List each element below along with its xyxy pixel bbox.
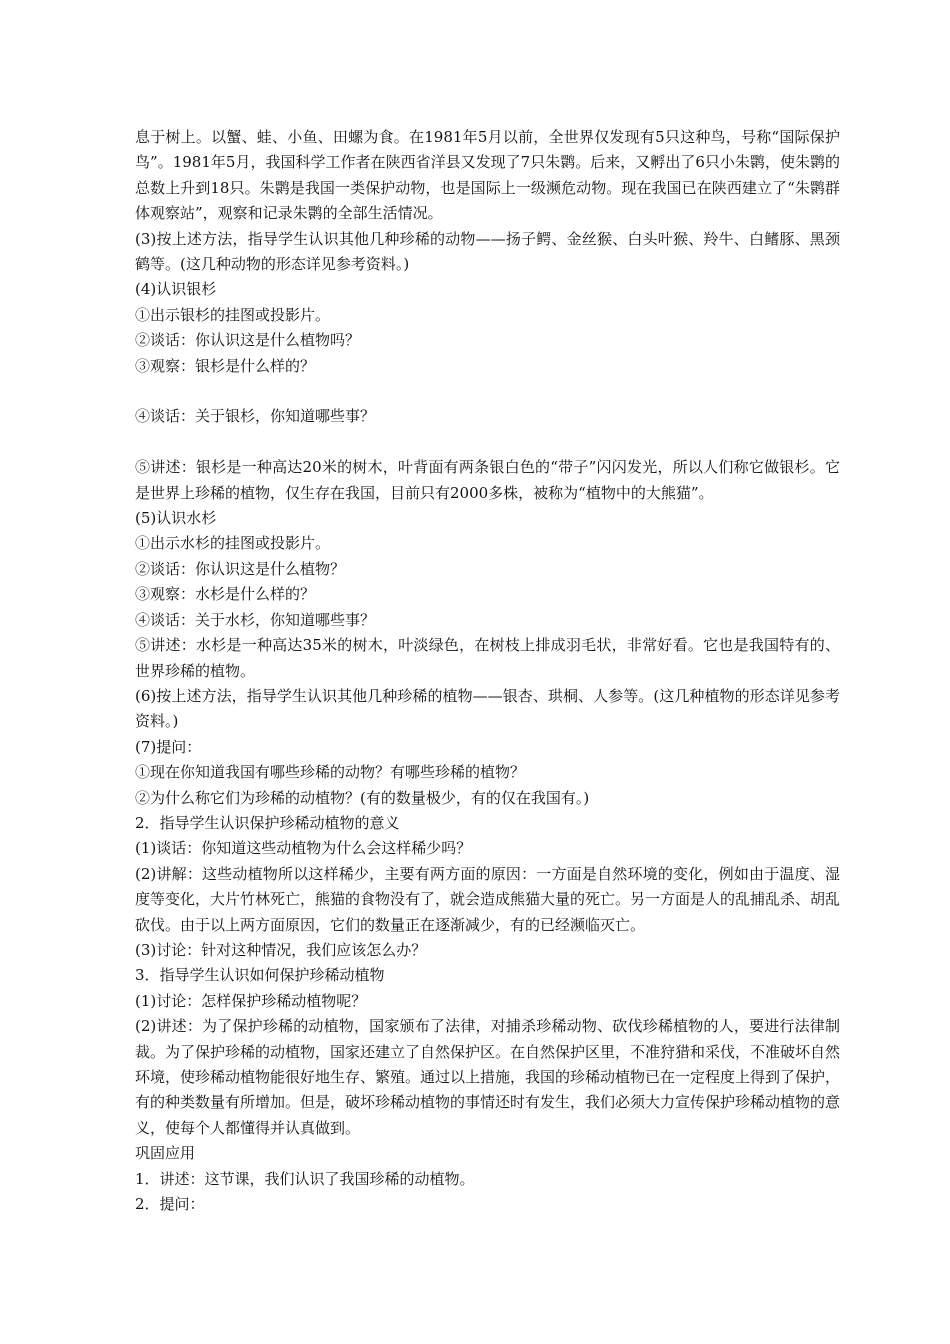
list-item: (3)讨论：针对这种情况，我们应该怎么办？ xyxy=(135,940,427,959)
list-item: ④谈话：关于银杉，你知道哪些事？ xyxy=(135,407,376,426)
paragraph-silver-fir-explanation: ⑤讲述：银杉是一种高达20米的树木，叶背面有两条银白色的“带子”闪闪发光，所以人们称它做银杉。它是世界上珍稀的植物，仅生存在我国，目前只有2000多株，被称为“植物中的大熊猫”。 xyxy=(135,458,840,502)
list-item: ①出示水杉的挂图或投影片。 xyxy=(135,534,331,553)
paragraph-step-3: (3)按上述方法，指导学生认识其他几种珍稀的动物——扬子鳄、金丝猴、白头叶猴、羚牛、白鳍豚、黑颈鹤等。(这几种动物的形态详见参考资料。) xyxy=(135,229,840,274)
paragraph-step-6: (6)按上述方法，指导学生认识其他几种珍稀的植物——银杏、珙桐、人参等。(这几种植物的形态详见参考资料。) xyxy=(135,686,840,731)
list-item: ③观察：银杉是什么样的？ xyxy=(135,356,316,375)
list-item: ①出示银杉的挂图或投影片。 xyxy=(135,305,331,324)
list-item: ②谈话：你认识这是什么植物吗？ xyxy=(135,331,361,350)
paragraph-reasons: (2)讲解：这些动植物所以这样稀少，主要有两方面的原因：一方面是自然环境的变化，例如由于温度、湿度等变化，大片竹林死亡，熊猫的食物没有了，就会造成熊猫大量的死亡。另一方面是人的乱捕乱杀、胡乱砍伐。由于以上两方面原因，它们的数量正在逐渐减少，有的已经濒临灭亡。 xyxy=(135,864,841,934)
list-item: 1．讲述：这节课，我们认识了我国珍稀的动植物。 xyxy=(135,1169,475,1188)
section-heading-consolidation: 巩固应用 xyxy=(135,1144,196,1163)
section-heading-3: 3．指导学生认识如何保护珍稀动植物 xyxy=(135,966,385,985)
list-item: ①现在你知道我国有哪些珍稀的动物？有哪些珍稀的植物？ xyxy=(135,763,526,782)
document-body xyxy=(135,125,840,1217)
list-item: (1)谈话：你知道这些动植物为什么会这样稀少吗？ xyxy=(135,839,472,858)
blank-line xyxy=(135,430,840,455)
list-item: ②为什么称它们为珍稀的动植物？(有的数量极少，有的仅在我国有。) xyxy=(135,788,590,807)
section-heading-2: 2．指导学生认识保护珍稀动植物的意义 xyxy=(135,813,400,832)
list-item: 2．提问： xyxy=(135,1195,205,1214)
list-item: (1)讨论：怎样保护珍稀动植物呢？ xyxy=(135,991,367,1010)
list-item: ③观察：水杉是什么样的？ xyxy=(135,585,316,604)
paragraph-protection: (2)讲述：为了保护珍稀的动植物，国家颁布了法律，对捕杀珍稀动物、砍伐珍稀植物的人，要进行法律制裁。为了保护珍稀的动植物，国家还建立了自然保护区。在自然保护区里，不准狩猎和采伐，不准破坏自然环境，使珍稀动植物能很好地生存、繁殖。通过以上措施，我国的珍稀动植物已在一定程度上得到了保护，有的种类数量有所增加。但是，破坏珍稀动植物的事情还时有发生，我们必须大力宣传保护珍稀动植物的意义，使每个人都懂得并认真做到。 xyxy=(135,1017,841,1137)
list-item: ②谈话：你认识这是什么植物？ xyxy=(135,559,346,578)
list-item: ④谈话：关于水杉，你知道哪些事？ xyxy=(135,610,376,629)
paragraph-crested-ibis: 息于树上。以蟹、蛙、小鱼、田螺为食。在1981年5月以前，全世界仅发现有5只这种鸟，号称“国际保护鸟”。1981年5月，我国科学工作者在陕西省洋县又发现了7只朱鹮。后来，又孵出了6只小朱鹮，使朱鹮的总数上升到18只。朱鹮是我国一类保护动物，也是国际上一级濒危动物。现在我国已在陕西建立了“朱鹮群体观察站”，观察和记录朱鹮的全部生活情况。 xyxy=(135,128,840,223)
heading-questions: (7)提问： xyxy=(135,737,202,756)
heading-dawn-redwood: (5)认识水杉 xyxy=(135,509,217,528)
heading-silver-fir: (4)认识银杉 xyxy=(135,280,217,299)
paragraph-dawn-redwood-explanation: ⑤讲述：水杉是一种高达35米的树木，叶淡绿色，在树枝上排成羽毛状，非常好看。它也是我国特有的、世界珍稀的植物。 xyxy=(135,636,840,680)
blank-line xyxy=(135,379,840,404)
